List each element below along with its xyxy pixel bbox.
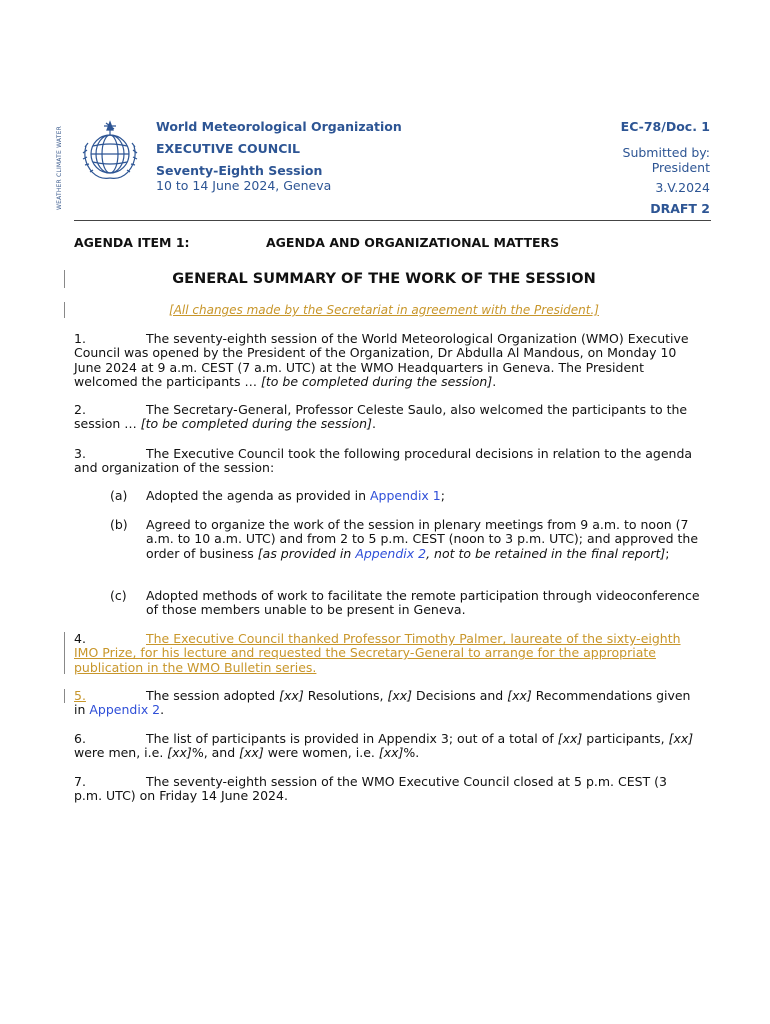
paragraph-text: The session adopted	[146, 688, 280, 703]
change-bar	[64, 302, 65, 318]
submitted-by	[623, 145, 710, 175]
paragraph-text: The Secretary-General, Professor Celeste Saulo, also welcomed the participants to the session …	[74, 402, 688, 432]
organization-name: World Meteorological Organization	[156, 119, 402, 134]
paragraph-end: .	[371, 416, 376, 432]
paragraph-text: participants,	[582, 731, 669, 746]
paragraph-7	[74, 775, 694, 804]
document-title: GENERAL SUMMARY OF THE WORK OF THE SESSION	[172, 271, 596, 287]
list-item-b	[110, 518, 700, 561]
agenda-item-title: AGENDA AND ORGANIZATIONAL MATTERS	[266, 235, 560, 250]
placeholder-text: [as provided in	[257, 545, 356, 561]
paragraph-text: The seventy-eighth session of the WMO Executive Council closed at 5 p.m. CEST (3 p.m. UTC) on Friday 14 June 2024.	[74, 774, 667, 804]
appendix-2-link[interactable]: Appendix 2	[355, 545, 427, 561]
paragraph-number: 2.	[74, 402, 86, 417]
paragraph-number: 5.	[74, 688, 86, 703]
change-bar	[64, 689, 65, 703]
paragraph-text: Decisions and	[412, 688, 508, 703]
placeholder-text: [xx]	[239, 745, 264, 761]
placeholder-text: , not to be retained in the final report]	[426, 545, 666, 561]
placeholder-text: [xx]	[387, 688, 413, 703]
secretariat-note: [All changes made by the Secretariat in agreement with the President.]	[169, 303, 599, 317]
list-label: (c)	[110, 588, 127, 603]
paragraph-text: The seventy-eighth session of the World Meteorological Organization (WMO) Executive Council was opened by the President of the Organization, Dr Abdulla Al Mandous, on Monday 10 June 2024 at 9 a.m. CEST (7 a.m. UTC) at the WMO Headquarters in Geneva. The President welcomed the participants …	[74, 331, 689, 390]
list-label: (a)	[110, 488, 128, 503]
vertical-tagline: WEATHER CLIMATE WATER	[56, 126, 63, 210]
list-text-body: Agreed to organize the work of the session in plenary meetings from 9 a.m. to noon (7 a.m. to 10 a.m. UTC) and from 2 to 5 p.m. CEST (noon to 3 p.m. UTC); and approved the order of business	[146, 517, 699, 561]
council-name: EXECUTIVE COUNCIL	[156, 141, 300, 156]
paragraph-number: 1.	[74, 331, 86, 346]
placeholder-text: [xx]	[167, 745, 192, 761]
paragraph-text: The Executive Council took the following procedural decisions in relation to the agenda and organization of the session:	[74, 446, 693, 476]
paragraph-text: %.	[403, 745, 420, 761]
paragraph-5	[74, 689, 694, 718]
list-text-end: ;	[440, 488, 445, 503]
paragraph-number: 7.	[74, 774, 86, 789]
document-date: 3.V.2024	[655, 180, 710, 195]
change-bar	[64, 270, 65, 288]
paragraph-end: .	[492, 374, 497, 390]
list-text-body: Adopted the agenda as provided in	[146, 488, 370, 503]
paragraph-4	[74, 632, 694, 675]
list-item-a	[110, 489, 700, 503]
document-number: EC-78/Doc. 1	[620, 119, 710, 134]
paragraph-3	[74, 447, 694, 476]
list-text: Adopted methods of work to facilitate the remote participation through videoconference of those members unable to be present in Geneva.	[146, 588, 700, 618]
placeholder-text: [to be completed during the session]	[261, 374, 493, 390]
session-name: Seventy-Eighth Session	[156, 163, 323, 178]
paragraph-text: were men, i.e.	[74, 745, 168, 761]
placeholder-text: [to be completed during the session]	[140, 416, 372, 432]
placeholder-text: [xx]	[507, 688, 532, 703]
wmo-emblem-icon	[74, 116, 146, 188]
paragraph-2	[74, 403, 694, 432]
change-bar	[64, 632, 65, 674]
placeholder-text: [xx]	[668, 731, 694, 746]
draft-label: DRAFT 2	[650, 201, 710, 216]
list-text-end: ;	[665, 545, 670, 561]
paragraph-number: 3.	[74, 446, 86, 461]
submitted-by-name: President	[651, 160, 710, 175]
paragraph-number: 4.	[74, 631, 86, 646]
placeholder-text: [xx]	[279, 688, 304, 703]
placeholder-text: [xx]	[557, 731, 583, 746]
paragraph-1	[74, 332, 694, 390]
appendix-2-link[interactable]: Appendix 2	[89, 702, 161, 718]
paragraph-text: %, and	[191, 745, 240, 761]
list-text	[146, 489, 700, 503]
appendix-1-link[interactable]: Appendix 1	[369, 488, 441, 503]
submitted-by-label: Submitted by:	[622, 145, 710, 160]
paragraph-number: 6.	[74, 731, 86, 746]
placeholder-text: [xx]	[378, 745, 404, 761]
paragraph-text: The list of participants is provided in Appendix 3; out of a total of	[146, 731, 558, 746]
header-divider	[74, 220, 711, 221]
paragraph-end: .	[160, 702, 165, 718]
paragraph-text: were women, i.e.	[263, 745, 379, 761]
paragraph-text: Recommendations given in	[74, 688, 691, 718]
paragraph-6	[74, 732, 694, 761]
agenda-item-label: AGENDA ITEM 1:	[74, 235, 190, 250]
paragraph-text: Resolutions,	[303, 688, 388, 703]
inserted-text: The Executive Council thanked Professor Timothy Palmer, laureate of the sixty-eighth IMO Prize, for his lecture and requested the Secretary-General to arrange for the appropriate publication in the WMO Bulletin series.	[74, 631, 681, 675]
list-item-c	[110, 589, 700, 618]
list-text	[146, 518, 700, 561]
session-dates: 10 to 14 June 2024, Geneva	[156, 178, 332, 193]
list-label: (b)	[110, 517, 128, 532]
